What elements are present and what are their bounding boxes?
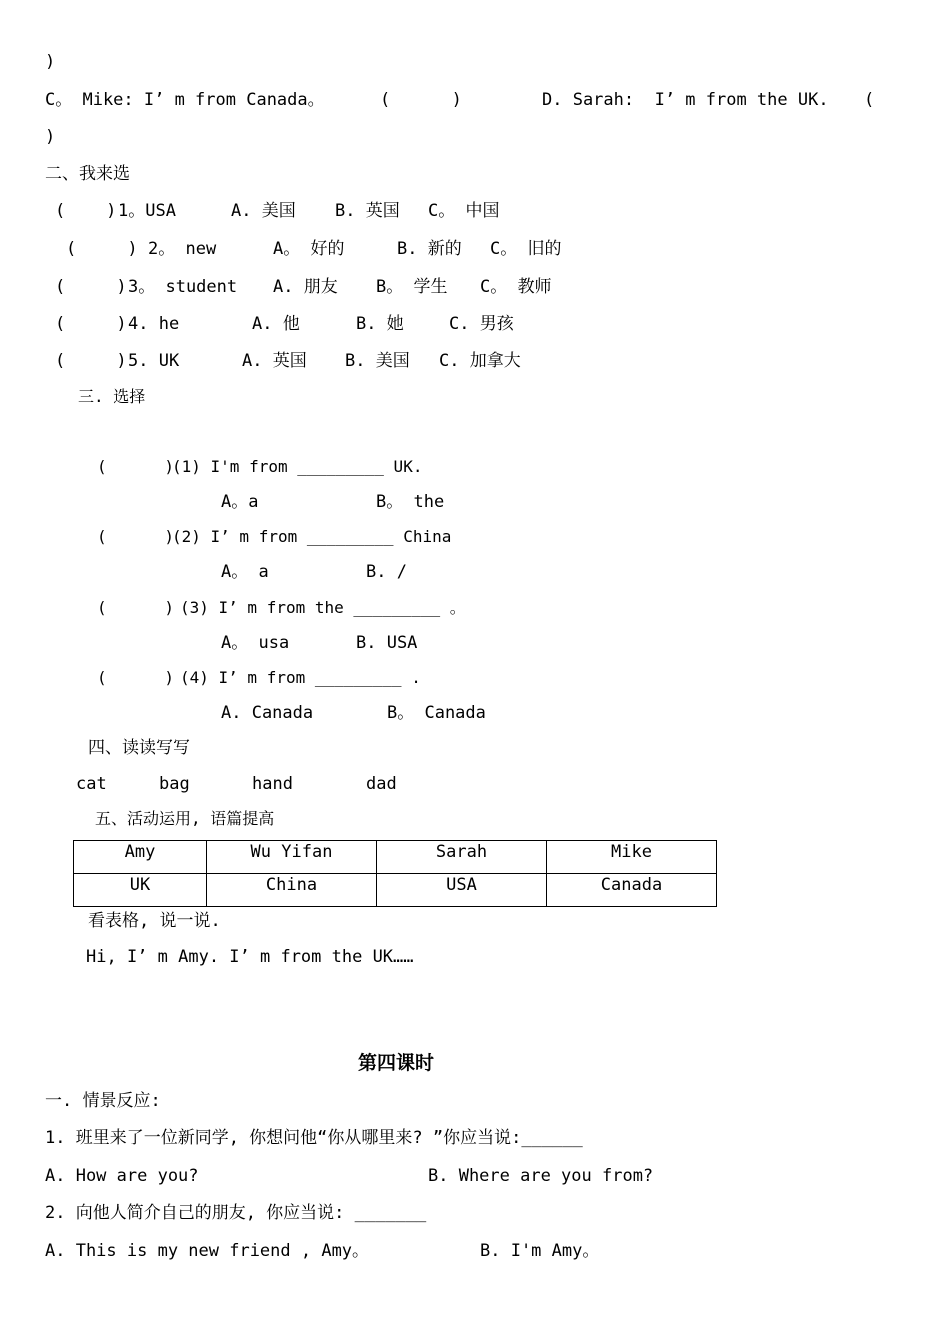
option-b: B. 美国 bbox=[345, 351, 410, 371]
option-a: A. 朋友 bbox=[273, 277, 338, 297]
option-a: A. 英国 bbox=[242, 351, 307, 371]
answer-paren: ( ) bbox=[55, 351, 127, 371]
table-row bbox=[74, 841, 717, 874]
answer-paren: ( ) bbox=[97, 668, 175, 687]
question-text: (4) I’ m from _________ . bbox=[180, 668, 421, 687]
option-a: A。a bbox=[221, 492, 259, 512]
option-d-text: D. Sarah: I’ m from the UK. bbox=[542, 90, 829, 110]
question-text: 2。 new bbox=[148, 239, 217, 259]
option-b: B。 the bbox=[376, 492, 445, 512]
table-cell: China bbox=[207, 874, 377, 907]
option-b: B. USA bbox=[356, 633, 418, 653]
info-table bbox=[73, 840, 717, 907]
option-a: A. 他 bbox=[252, 314, 300, 334]
option-a: A. 美国 bbox=[231, 201, 296, 221]
question-text: (2) I’ m from _________ China bbox=[172, 527, 452, 546]
option-c: C. 加拿大 bbox=[439, 351, 521, 371]
question-text: 5. UK bbox=[128, 351, 180, 371]
option-a: A. How are you? bbox=[45, 1166, 199, 1186]
option-c: C。 教师 bbox=[480, 277, 552, 297]
answer-paren: ( ) bbox=[55, 201, 117, 221]
option-b: B. Where are you from? bbox=[428, 1166, 654, 1186]
section-heading: 四、读读写写 bbox=[88, 738, 190, 758]
word: bag bbox=[159, 774, 190, 794]
section-heading: 一. 情景反应: bbox=[45, 1091, 161, 1111]
answer-paren: ( ) bbox=[97, 598, 175, 617]
answer-paren: ( ) bbox=[55, 277, 127, 297]
question-text: 1。USA bbox=[118, 201, 176, 221]
option-a: A。 usa bbox=[221, 633, 290, 653]
answer-paren: ( bbox=[864, 90, 875, 110]
table-cell: Sarah bbox=[377, 841, 547, 874]
option-c: C。 旧的 bbox=[490, 239, 562, 259]
table-cell: Canada bbox=[547, 874, 717, 907]
table-cell: USA bbox=[377, 874, 547, 907]
table-cell: Mike bbox=[547, 841, 717, 874]
option-c-text: C。 Mike: I’ m from Canada。 bbox=[45, 90, 325, 110]
table-cell: Wu Yifan bbox=[207, 841, 377, 874]
answer-paren: ( ) bbox=[97, 457, 175, 476]
option-a: A. This is my new friend , Amy。 bbox=[45, 1241, 370, 1261]
question-text: 1. 班里来了一位新同学, 你想问他“你从哪里来? ”你应当说:______ bbox=[45, 1128, 583, 1148]
example-text: Hi, I’ m Amy. I’ m from the UK…… bbox=[86, 947, 414, 967]
option-c: C. 男孩 bbox=[449, 314, 514, 334]
option-b: B. 她 bbox=[356, 314, 404, 334]
paren-end: ) bbox=[45, 127, 56, 147]
section-heading: 三. 选择 bbox=[78, 387, 146, 406]
page-title: 第四课时 bbox=[358, 1052, 435, 1074]
answer-paren: ( ) bbox=[66, 239, 138, 259]
answer-paren: ( ) bbox=[55, 314, 127, 334]
option-b: B. I'm Amy。 bbox=[480, 1241, 600, 1261]
question-text: 3。 student bbox=[128, 277, 238, 297]
option-b: B。 学生 bbox=[376, 277, 448, 297]
word: hand bbox=[252, 774, 293, 794]
question-text: (3) I’ m from the _________ 。 bbox=[180, 598, 466, 617]
option-b: B. 英国 bbox=[335, 201, 400, 221]
paren-end: ) bbox=[45, 52, 56, 72]
question-text: 2. 向他人简介自己的朋友, 你应当说: _______ bbox=[45, 1203, 427, 1223]
option-a: A。 a bbox=[221, 562, 269, 582]
question-text: (1) I'm from _________ UK. bbox=[172, 457, 423, 476]
table-cell: UK bbox=[74, 874, 207, 907]
table-cell: Amy bbox=[74, 841, 207, 874]
question-text: 4. he bbox=[128, 314, 180, 334]
word: dad bbox=[366, 774, 397, 794]
table-row bbox=[74, 874, 717, 907]
instruction-text: 看表格, 说一说. bbox=[88, 911, 221, 931]
option-c: C。 中国 bbox=[428, 201, 500, 221]
option-b: B。 Canada bbox=[387, 703, 486, 723]
word: cat bbox=[76, 774, 107, 794]
section-heading: 二、我来选 bbox=[45, 164, 130, 184]
section-heading: 五、活动运用, 语篇提高 bbox=[95, 809, 275, 828]
option-a: A. Canada bbox=[221, 703, 314, 723]
answer-paren: ( ) bbox=[97, 527, 175, 546]
option-a: A。 好的 bbox=[273, 239, 345, 259]
option-b: B. / bbox=[366, 562, 407, 582]
option-b: B. 新的 bbox=[397, 239, 462, 259]
answer-paren: ( ) bbox=[380, 90, 462, 110]
